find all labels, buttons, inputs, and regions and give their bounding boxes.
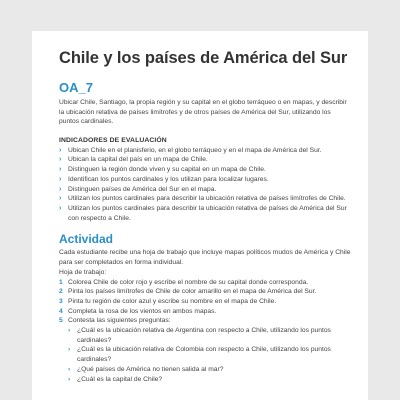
worksheet-label: Hoja de trabajo: (59, 268, 107, 276)
step-item: 3 Pinta tu región de color azul y escribe su nombre en el mapa de Chile. (59, 297, 277, 305)
chevron-right-icon: › (59, 166, 62, 174)
chevron-right-icon: › (59, 156, 62, 164)
indicator-item: › Distinguen países de América del Sur en el mapa. (59, 185, 217, 193)
indicator-item: › Utilizan los puntos cardinales para describir la ubicación relativa de países limítrofes de Chile. (59, 195, 346, 203)
chevron-right-icon: › (59, 175, 62, 183)
chevron-right-icon: › (68, 327, 71, 335)
activity-intro: Cada estudiante recibe una hoja de trabajo que incluye mapas políticos mudos de América y Chile para ser completados en forma individual. (59, 249, 351, 267)
indicators-list (59, 146, 352, 224)
chevron-right-icon: › (68, 375, 71, 383)
document-page (32, 31, 368, 400)
step-item: 4 Completa la rosa de los vientos en ambos mapas. (59, 307, 217, 315)
chevron-right-icon: › (59, 185, 62, 193)
indicator-item: › Ubican la capital del país en un mapa de Chile. (59, 156, 208, 164)
question-item: › ¿Qué países de América no tienen salida al mar? (68, 365, 224, 373)
chevron-right-icon: › (59, 195, 62, 203)
chevron-right-icon: › (59, 205, 62, 212)
activity-heading: Actividad (59, 232, 114, 247)
indicator-item: › Distinguen la región donde viven y su capital en un mapa de Chile. (59, 166, 266, 174)
chevron-right-icon: › (68, 346, 71, 354)
step-item: 1 Colorea Chile de color rojo y escribe el nombre de su capital donde corresponda. (59, 278, 309, 286)
indicator-item: › Utilizan los puntos cardinales para describir la ubicación relativa de países de América del Sur con respecto a Chile. (59, 205, 347, 222)
page-title: Chile y los países de América del Sur (59, 49, 348, 67)
indicator-item: › Ubican Chile en el planisferio, en el globo terráqueo y en el mapa de América del Sur. (59, 146, 322, 154)
question-item: › ¿Cuál es la ubicación relativa de Argentina con respecto a Chile, utilizando los puntos cardinales? (68, 327, 331, 344)
oa-code: OA_7 (59, 80, 93, 95)
chevron-right-icon: › (59, 146, 62, 154)
step-item: 2 Pinta los países limítrofes de Chile de color amarillo en el mapa de América del Sur. (59, 288, 317, 296)
step-item: 5 Contesta las siguientes preguntas: (59, 317, 171, 325)
steps-list (59, 278, 352, 327)
indicators-heading: INDICADORES DE EVALUACIÓN (59, 136, 167, 144)
oa-description: Ubicar Chile, Santiago, la propia región y su capital en el globo terráqueo o en mapas, y describir la ubicación relativa de países limítrofes y de otros países de América del Sur, utilizando los puntos cardinales. (59, 99, 347, 126)
chevron-right-icon: › (68, 365, 71, 373)
questions-list (59, 326, 352, 384)
indicator-item: › Identifican los puntos cardinales y los utilizan para localizar lugares. (59, 175, 269, 183)
question-item: › ¿Cuál es la ubicación relativa de Colombia con respecto a Chile, utilizando los puntos cardinales? (68, 346, 331, 364)
question-item: › ¿Cuál es la capital de Chile? (68, 375, 163, 383)
document-content (32, 31, 368, 384)
